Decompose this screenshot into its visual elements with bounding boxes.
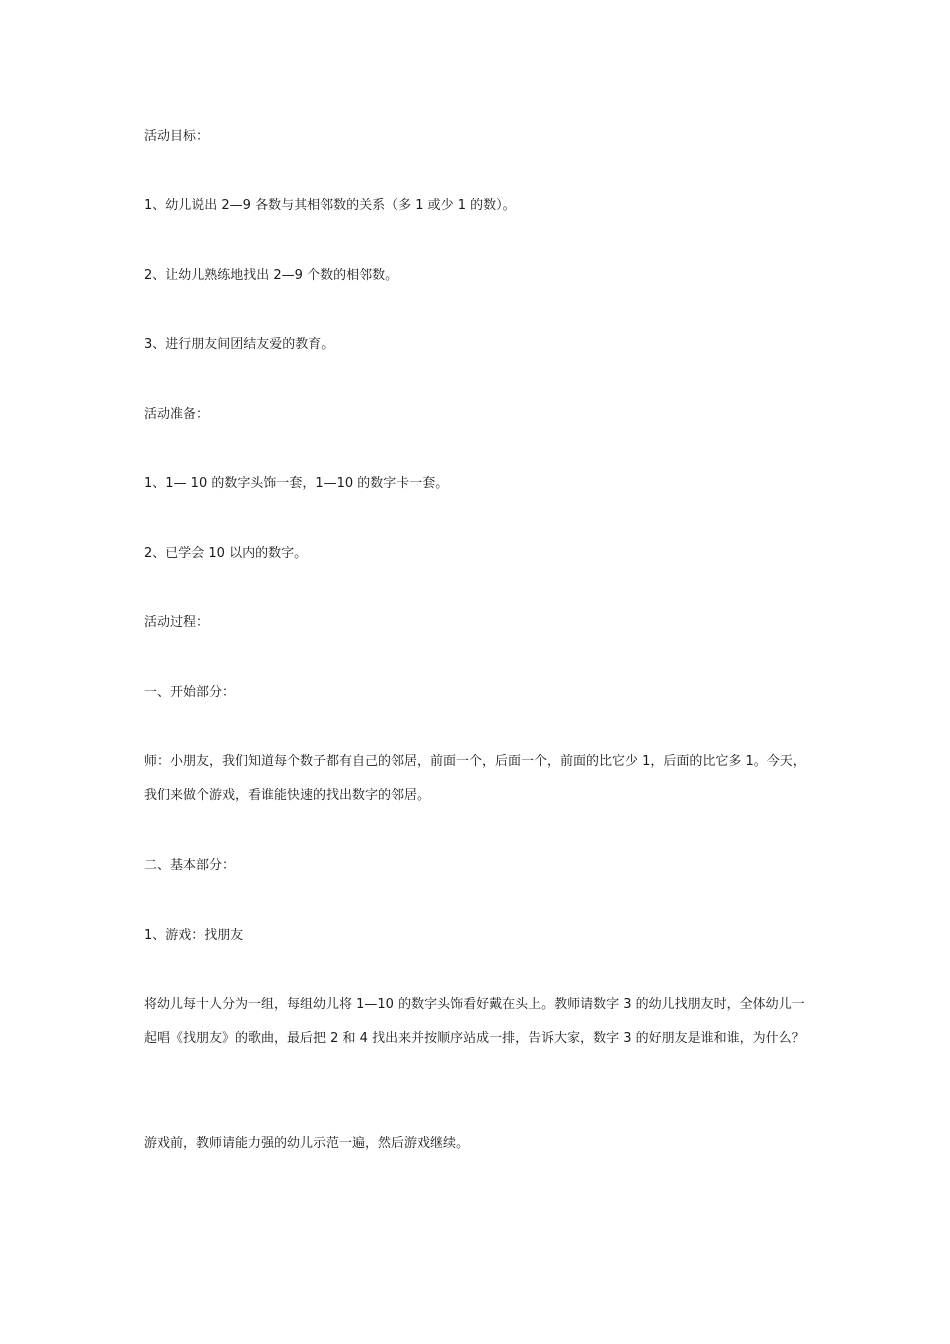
preparation-item-2: 2、已学会 10 以内的数字。: [144, 546, 308, 561]
document-page: [144, 0, 814, 1344]
heading-activity-goals: 活动目标：: [144, 129, 210, 144]
heading-activity-preparation: 活动准备：: [144, 407, 210, 422]
game-title: 1、游戏：找朋友: [144, 928, 244, 943]
goal-item-1: 1、幼儿说出 2—9 各数与其相邻数的关系（多 1 或少 1 的数）。: [144, 198, 516, 213]
section-main: 二、基本部分：: [144, 858, 236, 873]
game-description: 将幼儿每十人分为一组，每组幼儿将 1—10 的数字头饰看好戴在头上。教师请数字 3 的幼儿找朋友时，全体幼儿一起唱《找朋友》的歌曲，最后把 2 和 4 找出来并按顺序站成一排，告诉大家，数字 3 的好朋友是谁和谁，为什么？: [144, 997, 805, 1046]
game-note: 游戏前，教师请能力强的幼儿示范一遍，然后游戏继续。: [144, 1136, 470, 1151]
section-opening: 一、开始部分：: [144, 685, 236, 700]
heading-activity-process: 活动过程：: [144, 615, 210, 630]
goal-item-2: 2、让幼儿熟练地找出 2—9 个数的相邻数。: [144, 268, 399, 283]
goal-item-3: 3、进行朋友间团结友爱的教育。: [144, 337, 335, 352]
preparation-item-1: 1、1— 10 的数字头饰一套，1—10 的数字卡一套。: [144, 476, 449, 491]
opening-teacher-speech: 师：小朋友，我们知道每个数子都有自己的邻居，前面一个，后面一个，前面的比它少 1，后面的比它多 1。今天，我们来做个游戏，看谁能快速的找出数字的邻居。: [144, 754, 806, 803]
